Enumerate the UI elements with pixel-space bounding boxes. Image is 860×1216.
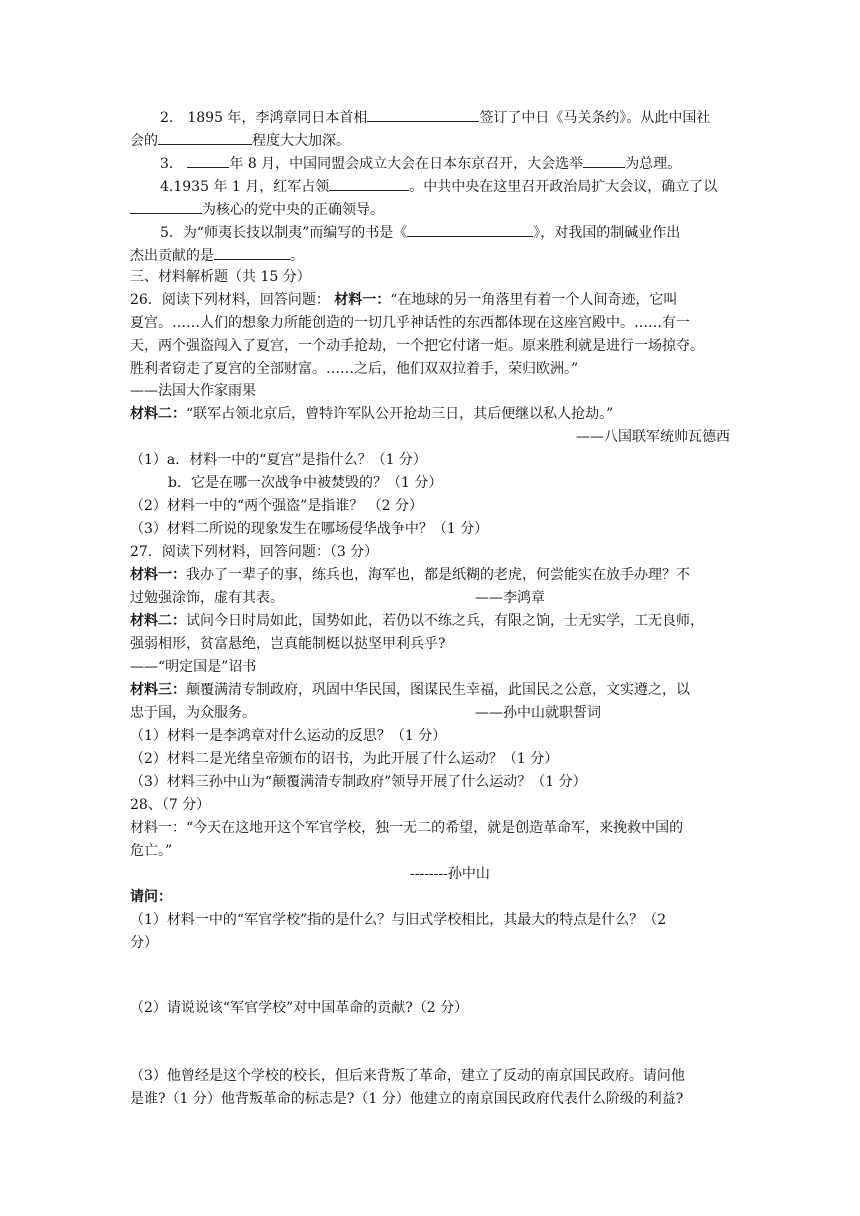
material-text: “联军占领北京后，曾特许军队公开抢劫三日，其后便继以私人抢劫。” [186, 406, 614, 422]
answer-blank[interactable] [407, 222, 533, 237]
q26-material1-line4: 胜利者窃走了夏宫的全部财富。……之后，他们双双拉着手，荣归欧洲。” [130, 361, 579, 377]
q5-text: 5．为“师夷长技以制夷”而编写的书是《 [160, 225, 408, 241]
question-2-line2 [130, 130, 730, 151]
q3-text: 年 8 月，中国同盟会成立大会在日本东京召开，大会选举 [229, 156, 584, 172]
q26-question-2: （2）材料一中的“两个强盗”是指谁？ （2 分） [130, 498, 424, 514]
q27-material3-line1 [130, 680, 730, 700]
question-4-line2 [130, 199, 730, 220]
material-label: 材料二： [130, 406, 186, 422]
q2-text: 会的 [130, 133, 158, 149]
q26-question-1b: b．它是在哪一次战争中被焚毁的？（1 分） [168, 475, 443, 491]
material-text: 试问今日时局如此，国势如此，若仍以不练之兵，有限之饷，士无实学，工无良师， [186, 613, 704, 629]
q5-text: 》，对我国的制碱业作出 [533, 225, 681, 241]
material-text: 忠于国，为众服务。 [130, 705, 256, 721]
answer-blank[interactable] [130, 199, 202, 214]
q28-question-1-line2: 分） [130, 935, 158, 951]
question-2-line1 [160, 107, 760, 128]
q27-material3-line2 [130, 703, 730, 723]
q26-intro: 26．阅读下列材料，回答问题： [130, 292, 330, 308]
question-4-line1 [160, 176, 760, 197]
answer-blank[interactable] [187, 153, 229, 168]
material-label: 材料二： [130, 613, 186, 629]
q26-material1-line3: 天，两个强盗闯入了夏宫，一个动手抢劫，一个把它付诸一炬。原来胜利就是进行一场掠夺。 [130, 338, 704, 354]
q5-text: 杰出贡献的是 [130, 248, 214, 264]
q28-material1-line1: 材料一：“今天在这地开这个军官学校，独一无二的希望，就是创造革命军，来挽救中国的 [130, 820, 684, 836]
q26-question-3: （3）材料二所说的现象发生在哪场侵华战争中？（1 分） [130, 521, 489, 537]
q26-material2-source: ——八国联军统帅瓦德西 [576, 429, 730, 445]
question-5-line2 [130, 245, 730, 266]
q28-material1-line2: 危亡。” [130, 843, 173, 859]
q27-material1-line2 [130, 588, 730, 608]
q28-question-3-line1: （3）他曾经是这个学校的校长，但后来背叛了革命，建立了反动的南京国民政府。请问他 [130, 1068, 685, 1084]
question-3 [160, 153, 760, 174]
q27-question-2: （2）材料二是光绪皇帝颁布的诏书，为此开展了什么运动？（1 分） [130, 751, 559, 767]
q26-material1-source: ——法国大作家雨果 [130, 383, 256, 399]
answer-blank[interactable] [329, 176, 409, 191]
q27-intro: 27．阅读下列材料，回答问题：（3 分） [130, 544, 379, 560]
q27-material1-line1 [130, 565, 730, 585]
q26-material2 [130, 404, 730, 424]
q3-text: 3． [160, 156, 183, 172]
material-label: 材料一： [130, 567, 186, 583]
material-label: 材料一： [334, 292, 391, 308]
q4-text: 为核心的党中央的正确领导。 [202, 202, 384, 218]
material-label: 材料三： [130, 682, 186, 698]
material-text: “在地球的另一角落里有着一个人间奇迹，它叫 [390, 292, 678, 308]
answer-blank[interactable] [583, 153, 625, 168]
q28-material1-source: --------孙中山 [410, 866, 490, 882]
q3-text: 为总理。 [625, 156, 682, 172]
q2-text: 2． 1895 年，李鸿章同日本首相 [160, 110, 368, 126]
material-text: 颠覆满清专制政府，巩固中华民国，图谋民生幸福，此国民之公意，文实遵之，以 [186, 682, 690, 698]
q26-intro-line [130, 290, 730, 310]
q5-text: 。 [290, 248, 304, 264]
q4-text: 4.1935 年 1 月，红军占领 [160, 179, 330, 195]
q28-ask-label: 请问： [130, 889, 172, 905]
q27-material2-line1 [130, 611, 730, 631]
material-text: 过勉强涂饰，虚有其表。 [130, 590, 284, 606]
q28-intro: 28、（7 分） [130, 797, 211, 813]
q27-material2-line2: 强弱相形，贫富悬绝，岂真能制梃以挞坚甲利兵乎? [130, 636, 446, 652]
q26-material1-line2: 夏宫。……人们的想象力所能创造的一切几乎神话性的东西都体现在这座宫殿中。……有一 [130, 315, 690, 331]
q28-question-2: （2）请说说该“军官学校”对中国革命的贡献?（2 分） [130, 1000, 469, 1016]
q27-material2-source: ——“明定国是”诏书 [130, 659, 257, 675]
section-3-heading: 三、材料解析题（共 15 分） [130, 269, 311, 285]
q28-question-1-line1: （1）材料一中的“军官学校”指的是什么？与旧式学校相比，其最大的特点是什么？（2 [130, 912, 667, 928]
q28-question-3-line2: 是谁?（1 分）他背叛革命的标志是?（1 分）他建立的南京国民政府代表什么阶级的利益? [130, 1091, 684, 1107]
q2-text: 签订了中日《马关条约》。从此中国社 [479, 110, 711, 126]
question-5-line1 [160, 222, 760, 243]
answer-blank[interactable] [158, 130, 252, 145]
q4-text: 。中共中央在这里召开政治局扩大会议，确立了以 [409, 179, 718, 195]
answer-blank[interactable] [367, 107, 479, 122]
q27-question-1: （1）材料一是李鸿章对什么运动的反思？（1 分） [130, 728, 447, 744]
material-source: ——李鸿章 [475, 590, 545, 606]
material-source: ——孙中山就职誓词 [475, 705, 601, 721]
answer-blank[interactable] [214, 245, 290, 260]
q2-text: 程度大大加深。 [252, 133, 350, 149]
q27-question-3: （3）材料三孙中山为“颠覆满清专制政府”领导开展了什么运动？（1 分） [130, 774, 587, 790]
q26-question-1a: （1）a．材料一中的“夏宫”是指什么？（1 分） [130, 452, 427, 468]
material-text: 我办了一辈子的事，练兵也，海军也，都是纸糊的老虎，何尝能实在放手办理？不 [186, 567, 690, 583]
